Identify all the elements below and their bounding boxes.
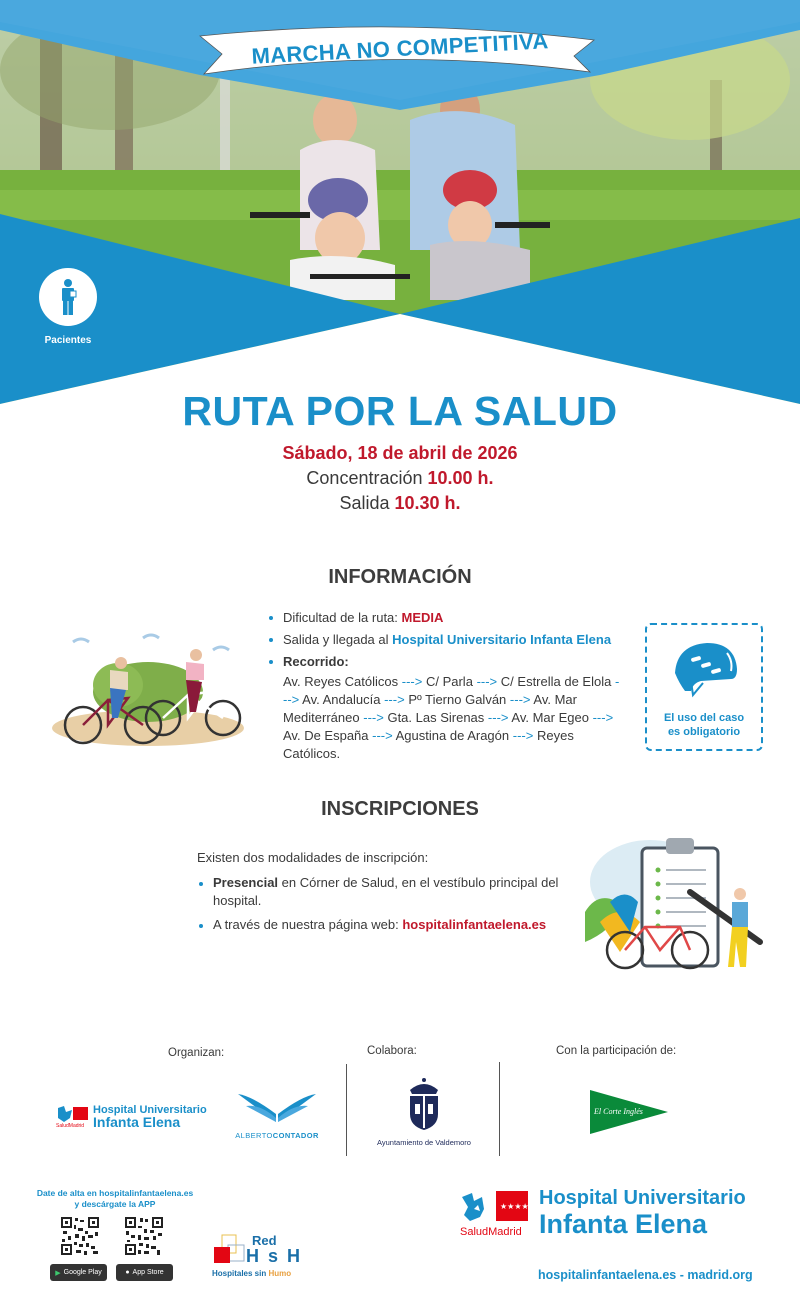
hospitales-sin-humo-logo bbox=[210, 1233, 320, 1283]
route-label: Recorrido: bbox=[283, 654, 349, 669]
info-start-end bbox=[266, 629, 626, 651]
route-stop: C/ Parla bbox=[425, 674, 473, 689]
cycling-couple-illustration bbox=[48, 630, 248, 750]
coat-of-arms-icon bbox=[406, 1076, 442, 1130]
app-text-line2: y descárgate la APP bbox=[74, 1199, 156, 1209]
svg-text:SaludMadrid: SaludMadrid bbox=[460, 1226, 522, 1238]
clipboard-bicycle-illustration bbox=[580, 832, 770, 972]
valdemoro-logo bbox=[368, 1076, 480, 1147]
difficulty-value: MEDIA bbox=[401, 610, 444, 625]
app-store-badge[interactable] bbox=[116, 1264, 173, 1281]
registration-intro: Existen dos modalidades de inscripción: bbox=[197, 850, 429, 865]
hsh-sub-a: Hospitales sin bbox=[212, 1269, 269, 1278]
app-store-label: App Store bbox=[132, 1269, 164, 1276]
organizer-hospital-line1: Hospital Universitario bbox=[93, 1104, 207, 1116]
route-stop: Pº Tierno Galván bbox=[408, 692, 507, 707]
google-play-badge[interactable] bbox=[50, 1264, 107, 1281]
helmet-icon bbox=[671, 639, 741, 703]
option2-text: A través de nuestra página web: bbox=[213, 917, 403, 932]
route-stop: Av. Andalucía bbox=[302, 692, 381, 707]
option1-bold: Presencial bbox=[213, 875, 279, 890]
info-difficulty bbox=[266, 607, 626, 629]
organizer-hospital-name bbox=[93, 1104, 207, 1128]
event-title: RUTA POR LA SALUD bbox=[182, 388, 618, 434]
difficulty-label: Dificultad de la ruta: bbox=[283, 610, 398, 625]
route-arrow: ---> bbox=[476, 674, 498, 689]
concentration-label: Concentración bbox=[306, 468, 423, 488]
participation-label: Con la participación de: bbox=[556, 1045, 677, 1057]
qr-code-google-play[interactable] bbox=[60, 1216, 100, 1256]
patient-icon bbox=[39, 268, 97, 326]
route-stop: Av. Mar Egeo bbox=[511, 710, 589, 725]
route-stop: Av. Reyes Católicos bbox=[283, 674, 399, 689]
registration-option-in-person bbox=[197, 874, 567, 910]
info-heading: INFORMACIÓN bbox=[328, 566, 472, 588]
route-stop: Av. Mar Mediterráneo bbox=[283, 692, 577, 725]
organizer-hospital-line2: Infanta Elena bbox=[93, 1114, 181, 1130]
collaborator-label: Colabora: bbox=[367, 1045, 417, 1057]
hsh-mark-icon bbox=[212, 1233, 246, 1267]
departure-value: 10.30 h. bbox=[394, 493, 461, 513]
route-arrow: ---> bbox=[401, 674, 423, 689]
concentration-value: 10.00 h. bbox=[427, 468, 494, 488]
organizers-label: Organizan: bbox=[168, 1047, 225, 1059]
route-stop: Reyes Católicos. bbox=[283, 728, 574, 761]
hsh-red-text: Red bbox=[252, 1233, 277, 1248]
route-description bbox=[283, 673, 623, 763]
hero-banner bbox=[0, 0, 800, 410]
helmet-notice bbox=[645, 623, 763, 751]
sponsor-divider bbox=[499, 1062, 500, 1156]
info-list bbox=[266, 607, 626, 673]
hsh-sub-b: Humo bbox=[268, 1269, 292, 1278]
hospital-main-name bbox=[539, 1187, 746, 1239]
valdemoro-text: Ayuntamiento de Valdemoro bbox=[377, 1138, 471, 1147]
alberto-contador-text bbox=[230, 1131, 324, 1140]
route-arrow: ---> bbox=[372, 728, 393, 743]
route-arrow: ---> bbox=[512, 728, 534, 743]
hospital-main-logo bbox=[460, 1187, 746, 1239]
category-badge bbox=[38, 268, 98, 346]
option1-text: en Córner de Salud, en el vestíbulo principal del hospital. bbox=[213, 875, 559, 908]
event-date: Sábado, 18 de abril de 2026 bbox=[282, 443, 518, 463]
helmet-notice-line2: es obligatorio bbox=[667, 726, 741, 738]
saludmadrid-logo-icon bbox=[460, 1187, 532, 1239]
route-arrow: ---> bbox=[283, 674, 620, 707]
departure-time bbox=[0, 493, 800, 514]
app-text-line1: Date de alta en hospitalinfantaelena.es bbox=[36, 1188, 194, 1198]
route-arrow: ---> bbox=[363, 710, 384, 725]
alberto-contador-logo bbox=[230, 1088, 324, 1140]
registration-options bbox=[197, 874, 567, 940]
hospital-main-line2: Infanta Elena bbox=[539, 1209, 708, 1239]
start-end-label: Salida y llegada al bbox=[283, 632, 389, 647]
hospital-main-line1: Hospital Universitario bbox=[539, 1187, 746, 1209]
qr-code-app-store[interactable] bbox=[124, 1216, 164, 1256]
route-stop: Agustina de Aragón bbox=[395, 728, 510, 743]
hsh-subtitle bbox=[212, 1269, 291, 1278]
organizer-hospital-logo bbox=[56, 1104, 207, 1128]
start-end-value: Hospital Universitario Infanta Elena bbox=[392, 632, 612, 647]
google-play-icon: ▶ bbox=[55, 1269, 61, 1277]
svg-text:SaludMadrid: SaludMadrid bbox=[56, 1123, 85, 1128]
route-stop: Gta. Las Sirenas bbox=[387, 710, 485, 725]
svg-text:El Corte Inglés: El Corte Inglés bbox=[594, 1107, 643, 1116]
route-stop: C/ Estrella de Elola bbox=[500, 674, 612, 689]
route-arrow: ---> bbox=[384, 692, 405, 707]
route-stop: Av. De España bbox=[283, 728, 369, 743]
info-route bbox=[266, 651, 626, 673]
registration-option-web bbox=[197, 916, 567, 934]
el-corte-ingles-logo bbox=[590, 1090, 670, 1136]
helmet-notice-line1: El uso del caso bbox=[663, 712, 745, 724]
hsh-letters: H s H bbox=[246, 1246, 303, 1266]
app-download-text bbox=[30, 1188, 200, 1210]
google-play-label: Google Play bbox=[63, 1269, 102, 1276]
concentration-time bbox=[0, 468, 800, 489]
registration-web-link[interactable]: hospitalinfantaelena.es bbox=[402, 917, 547, 932]
contador-text: CONTADOR bbox=[272, 1131, 319, 1140]
helmet-notice-text bbox=[647, 711, 761, 739]
saludmadrid-mark-icon bbox=[56, 1104, 90, 1128]
route-arrow: ---> bbox=[487, 710, 509, 725]
route-arrow: ---> bbox=[509, 692, 531, 707]
sponsor-divider bbox=[346, 1064, 347, 1156]
footer-url[interactable]: hospitalinfantaelena.es - madrid.org bbox=[538, 1268, 753, 1282]
departure-label: Salida bbox=[339, 493, 390, 513]
apple-icon: ● bbox=[125, 1269, 130, 1276]
registration-heading: INSCRIPCIONES bbox=[321, 798, 479, 820]
wings-icon bbox=[232, 1088, 322, 1124]
svg-text:★★★★: ★★★★ bbox=[500, 1202, 529, 1211]
banner-text: MARCHA NO COMPETITIVA bbox=[250, 28, 550, 69]
route-arrow: ---> bbox=[592, 710, 614, 725]
category-label: Pacientes bbox=[44, 335, 92, 346]
alberto-text: ALBERTO bbox=[235, 1131, 273, 1140]
